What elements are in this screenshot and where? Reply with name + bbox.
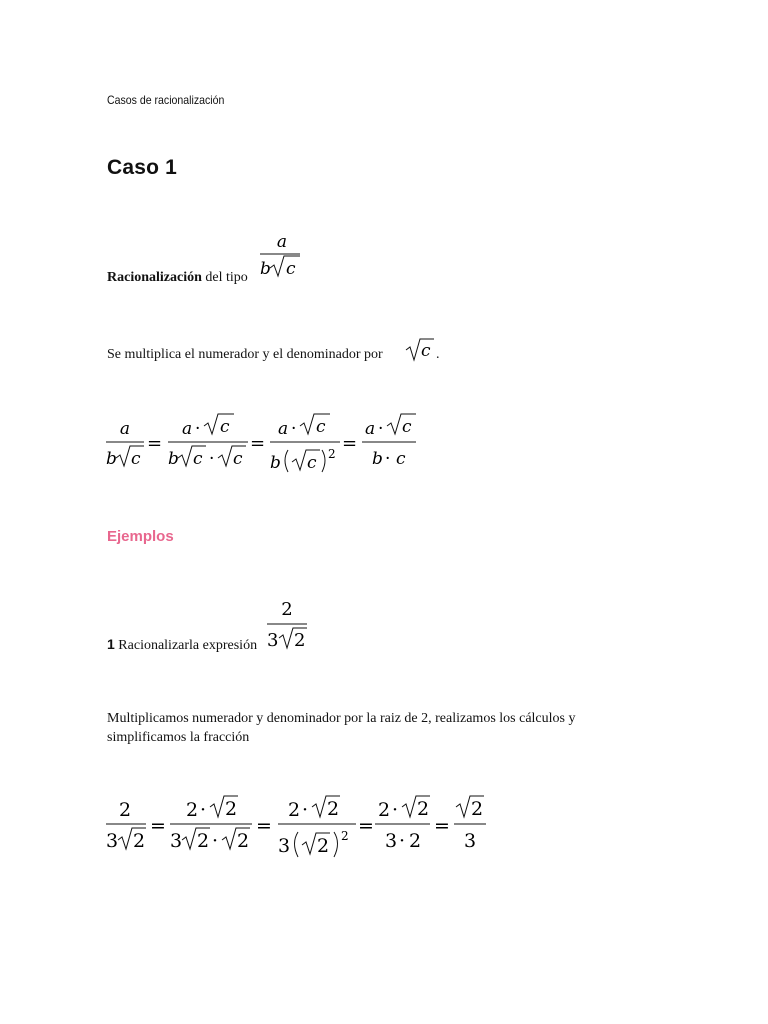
ex4-den-3: 3 (385, 830, 398, 852)
ex-eq-sign-2: = (256, 815, 272, 837)
ex2-num-radicand: 2 (225, 798, 238, 820)
ex4-num-2: 2 (378, 799, 391, 821)
general-equation (100, 408, 430, 480)
eq-sign-1: = (147, 433, 163, 454)
eq3-num-c: c (316, 417, 326, 437)
ex2-den-radicand-1: 2 (197, 830, 210, 852)
multiply-radical (404, 336, 436, 366)
ex4-num-dot: · (392, 799, 399, 821)
eq-sign-2: = (250, 433, 266, 454)
ex2-num-2: 2 (186, 799, 199, 821)
ex1-den-3: 3 (106, 830, 119, 852)
example-1-number: 1 (107, 636, 115, 652)
page-title: Caso 1 (107, 156, 178, 179)
ex4-num-radicand: 2 (417, 798, 430, 820)
ex5-num-radicand: 2 (471, 798, 484, 820)
eq1-num-a: a (119, 419, 131, 439)
eq4-den-b: b (372, 449, 383, 469)
multiply-line-end: . (436, 347, 440, 362)
ex-eq-sign-4: = (434, 815, 450, 837)
ex1-radicand: 2 (133, 830, 146, 852)
example-equation (100, 790, 490, 866)
eq2-den-c1: c (193, 449, 203, 469)
eq1-den-b: b (106, 449, 117, 469)
ex4-den-dot: · (399, 830, 406, 852)
type-line (107, 268, 248, 288)
eq2-den-b: b (168, 449, 179, 469)
ex3-exponent: 2 (341, 829, 349, 843)
eq3-paren-left (285, 450, 288, 472)
type-line-bold: Racionalización (107, 270, 202, 285)
ex3-num-dot: · (302, 799, 309, 821)
eq3-den-b: b (270, 453, 281, 473)
type-numerator: a (276, 232, 288, 252)
ex4-den-2: 2 (409, 830, 422, 852)
ex3-paren-left (295, 832, 299, 857)
example-1-line (107, 634, 257, 656)
eq3-paren-right (322, 450, 325, 472)
ex1-num: 2 (118, 799, 132, 821)
eq3-den-c: c (307, 453, 317, 473)
explanation-paragraph: Multiplicamos numerador y denominador por la raiz de 2, realizamos los cálculos y simplificamos la fracción (107, 711, 576, 745)
eq2-num-dot: · (195, 419, 201, 439)
ex5-den-3: 3 (464, 830, 477, 852)
eq3-num-dot: · (291, 419, 297, 439)
eq1-den-c: c (131, 449, 141, 469)
eq3-num-a: a (278, 419, 289, 439)
ex3-num-radicand: 2 (327, 798, 340, 820)
ex2-den-radicand-2: 2 (237, 830, 250, 852)
examples-heading: Ejemplos (107, 528, 174, 545)
ex3-paren-right (334, 832, 338, 857)
multiply-line: Se multiplica el numerador y el denominador por (107, 347, 383, 362)
eq2-num-a: a (182, 419, 193, 439)
example-1-radicand: 2 (294, 630, 306, 651)
ex3-den-radicand: 2 (317, 835, 330, 857)
type-denominator-b: b (260, 259, 271, 279)
ex2-den-dot: · (212, 830, 219, 852)
example-1-den-3: 3 (267, 630, 279, 651)
example-1-numerator: 2 (281, 599, 293, 620)
eq2-den-c2: c (233, 449, 243, 469)
eq4-num-c: c (402, 417, 412, 437)
ex-eq-sign-3: = (358, 815, 374, 837)
type-radicand: c (286, 259, 296, 279)
eq4-den-c: c (396, 449, 406, 469)
eq4-den-dot: · (385, 449, 391, 469)
eq2-den-dot: · (209, 449, 215, 469)
example-1-text: Racionalizarla expresión (114, 638, 258, 653)
page-kicker: Casos de racionalización (107, 93, 225, 107)
eq-sign-3: = (342, 433, 358, 454)
type-fraction (256, 226, 306, 290)
eq4-num-a: a (365, 419, 376, 439)
ex3-num-2: 2 (288, 799, 301, 821)
ex2-num-dot: · (200, 799, 207, 821)
eq2-num-c: c (220, 417, 230, 437)
type-line-rest: del tipo (201, 270, 248, 285)
radicand: c (421, 341, 431, 361)
ex-eq-sign-1: = (150, 815, 166, 837)
eq4-num-dot: · (378, 419, 384, 439)
ex3-den-3: 3 (278, 835, 291, 857)
ex2-den-3: 3 (170, 830, 183, 852)
eq3-exponent: 2 (328, 447, 336, 461)
example-1-fraction (265, 594, 313, 658)
